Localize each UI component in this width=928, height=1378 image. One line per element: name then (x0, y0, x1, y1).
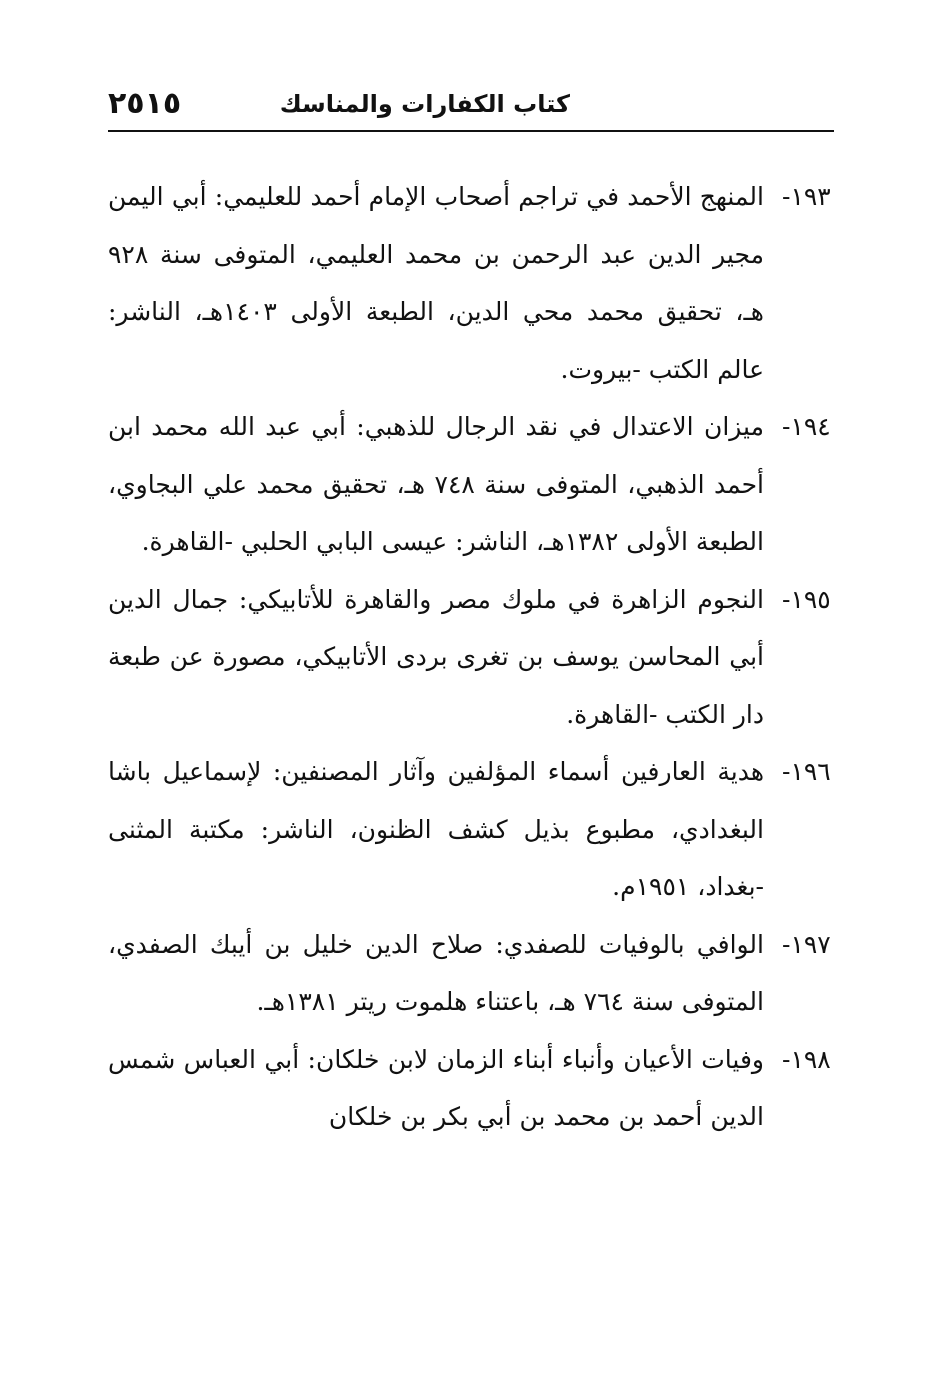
entry-number: ١٩٥- (782, 584, 831, 614)
running-header (108, 86, 832, 130)
chapter-title: كتاب الكفارات والمناسك (279, 90, 570, 118)
bibliography-entry-195 (108, 571, 831, 744)
entry-number: ١٩٧- (782, 929, 831, 959)
bibliography-entry-197 (108, 916, 831, 1031)
entry-number: ١٩٨- (782, 1044, 831, 1074)
entry-text: وفيات الأعيان وأنباء أبناء الزمان لابن خلكان: أبي العباس شمس الدين أحمد بن محمد بن أبي بكر بن خلكان (108, 1044, 764, 1131)
entry-number: ١٩٤- (782, 412, 831, 441)
entry-text: الوافي بالوفيات للصفدي: صلاح الدين خليل بن أيبك الصفدي، المتوفى سنة ٧٦٤ هـ، باعتناء هلموت ريتر ١٣٨١هـ. (108, 929, 764, 1016)
bibliography-entry-193 (108, 168, 831, 398)
bibliography-entry-198 (108, 1031, 831, 1146)
entry-text: هدية العارفين أسماء المؤلفين وآثار المصنفين: لإسماعيل باشا البغدادي، مطبوع بذيل كشف الظنون، الناشر: مكتبة المثنى -بغداد، ١٩٥١م. (108, 757, 764, 901)
header-divider (108, 130, 834, 132)
entry-text: النجوم الزاهرة في ملوك مصر والقاهرة للأتابيكي: جمال الدين أبي المحاسن يوسف بن تغرى بردى الأتابيكي، مصورة عن طبعة دار الكتب -القاهرة. (108, 584, 764, 729)
entry-text: المنهج الأحمد في تراجم أصحاب الإمام أحمد للعليمي: أبي اليمن مجير الدين عبد الرحمن بن محمد العليمي، المتوفى سنة ٩٢٨ هـ، تحقيق محمد محي الدين، الطبعة الأولى ١٤٠٣هـ، الناشر: عالم الكتب -بيروت. (108, 182, 764, 384)
bibliography-list (108, 168, 831, 1146)
page-number: ٢٥١٥ (108, 86, 182, 121)
entry-number: ١٩٦- (782, 757, 831, 786)
bibliography-entry-196 (108, 743, 831, 916)
entry-number: ١٩٣- (782, 182, 831, 211)
entry-text: ميزان الاعتدال في نقد الرجال للذهبي: أبي عبد الله محمد ابن أحمد الذهبي، المتوفى سنة ٧٤٨ هـ، تحقيق محمد علي البجاوي، الطبعة الأولى ١٣٨٢هـ، الناشر: عيسى البابي الحلبي -القاهرة. (108, 412, 764, 556)
bibliography-entry-194 (108, 398, 831, 571)
